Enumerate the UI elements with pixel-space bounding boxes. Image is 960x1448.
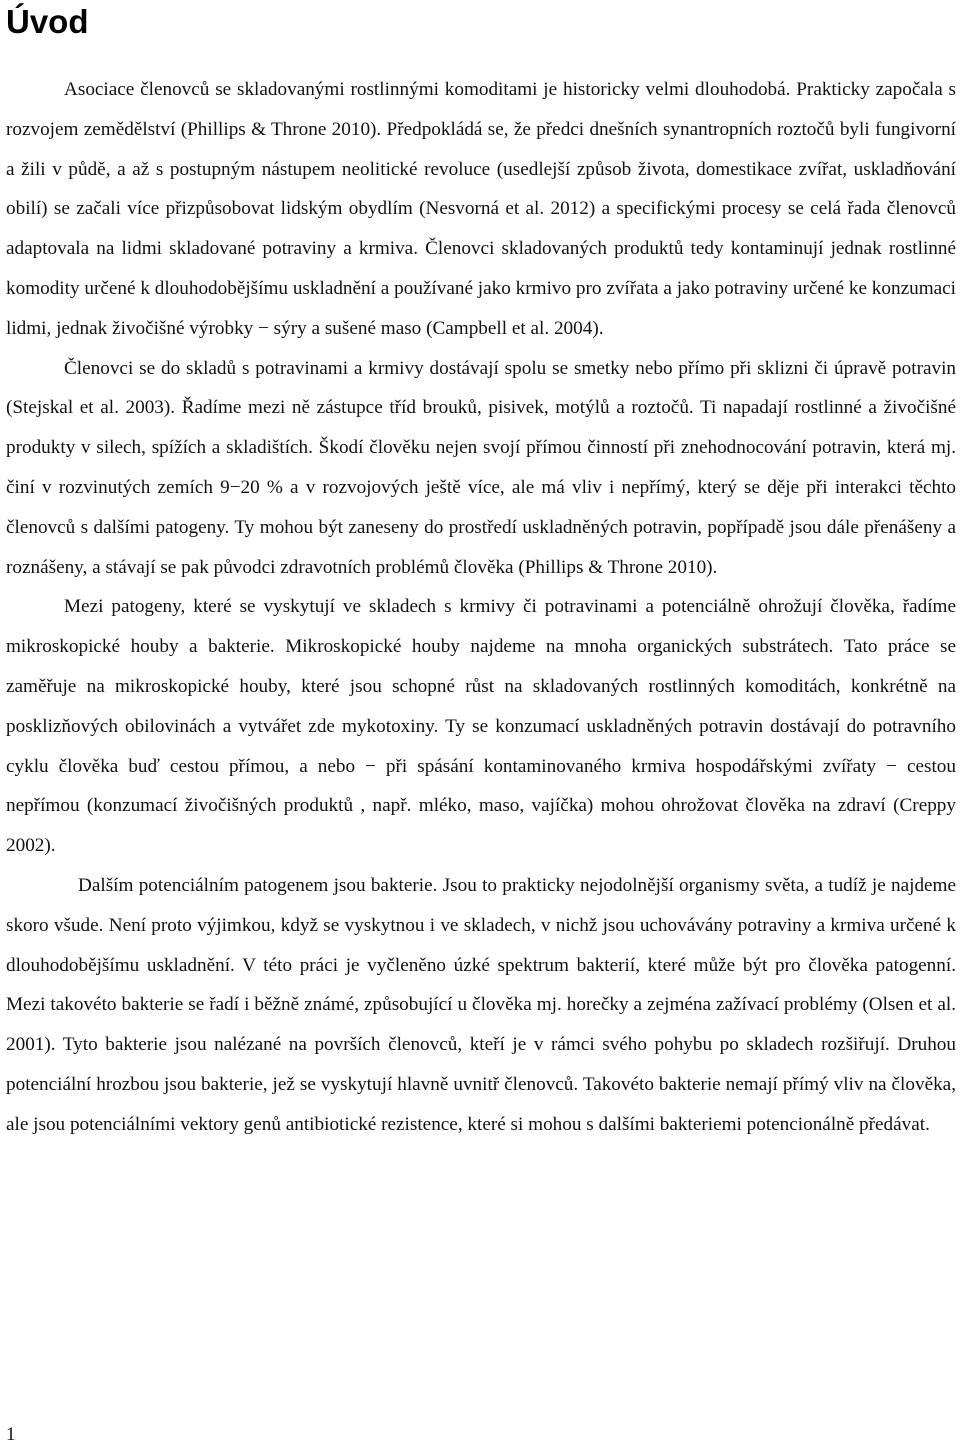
- paragraph-intro: Asociace členovců se skladovanými rostlinnými komoditami je historicky velmi dlouhodobá. Prakticky započala s rozvojem zemědělství (Phillips & Throne 2010). Předpokládá se, že předci dnešních synantropních roztočů byli fungivorní a žili v půdě, a až s postupným nástupem neolitické revoluce (usedlejší způsob života, domestikace zvířat, uskladňování obilí) se začali více přizpůsobovat lidským obydlím (Nesvorná et al. 2012) a specifickými procesy se celá řada členovců adaptovala na lidmi skladované potraviny a krmiva. Členovci skladovaných produktů tedy kontaminují jednak rostlinné komodity určené k dlouhodobějšímu uskladnění a používané jako krmivo pro zvířata a jako potraviny určené ke konzumaci lidmi, jednak živočišné výrobky − sýry a sušené maso (Campbell et al. 2004).: [6, 79, 956, 339]
- page-title: Úvod: [6, 3, 89, 40]
- paragraph-bacteria: Dalším potenciálním patogenem jsou bakterie. Jsou to prakticky nejodolnější organismy světa, a tudíž je najdeme skoro všude. Není proto výjimkou, když se vyskytnou i ve skladech, v nichž jsou uchovávány potraviny a krmiva určené k dlouhodobějšímu uskladnění. V této práci je vyčleněno úzké spektrum bakterií, které může být pro člověka patogenní. Mezi takovéto bakterie se řadí i běžně známé, způsobující u člověka mj. horečky a zejména zažívací problémy (Olsen et al. 2001). Tyto bakterie jsou nalézané na površích členovců, kteří je v rámci svého pohybu po skladech rozšiřují. Druhou potenciální hrozbou jsou bakterie, jež se vyskytují hlavně uvnitř členovců. Takovéto bakterie nemají přímý vliv na člověka, ale jsou potenciálními vektory genů antibiotické rezistence, které si mohou s dalšími bakteriemi potencionálně předávat.: [6, 874, 956, 1135]
- body-text: [6, 70, 956, 1145]
- paragraph-fungi: Mezi patogeny, které se vyskytují ve skladech s krmivy či potravinami a potenciálně ohrožují člověka, řadíme mikroskopické houby a bakterie. Mikroskopické houby najdeme na mnoha organických substrátech. Tato práce se zaměřuje na mikroskopické houby, které jsou schopné růst na skladovaných rostlinných komoditách, konkrétně na posklizňových obilovinách a vytvářet zde mykotoxiny. Ty se konzumací uskladněných potravin dostávají do potravního cyklu člověka buď cestou přímou, a nebo − při spásání kontaminovaného krmiva hospodářskými zvířaty − cestou nepřímou (konzumací živočišných produktů , např. mléko, maso, vajíčka) mohou ohrožovat člověka na zdraví (Creppy 2002).: [6, 596, 956, 857]
- page-number: 1: [6, 1424, 16, 1445]
- paragraph-pests: Členovci se do skladů s potravinami a krmivy dostávají spolu se smetky nebo přímo při sklizni či úpravě potravin (Stejskal et al. 2003). Řadíme mezi ně zástupce tříd brouků, pisivek, motýlů a roztočů. Ti napadají rostlinné a živočišné produkty v silech, spížích a skladištích. Škodí člověku nejen svojí přímou činností při znehodnocování potravin, která mj. činí v rozvinutých zemích 9−20 % a v rozvojových ještě více, ale má vliv i nepřímý, který se děje při interakci těchto členovců s dalšími patogeny. Ty mohou být zaneseny do prostředí uskladněných potravin, popřípadě jsou dále přenášeny a roznášeny, a stávají se pak původci zdravotních problémů člověka (Phillips & Throne 2010).: [6, 357, 956, 578]
